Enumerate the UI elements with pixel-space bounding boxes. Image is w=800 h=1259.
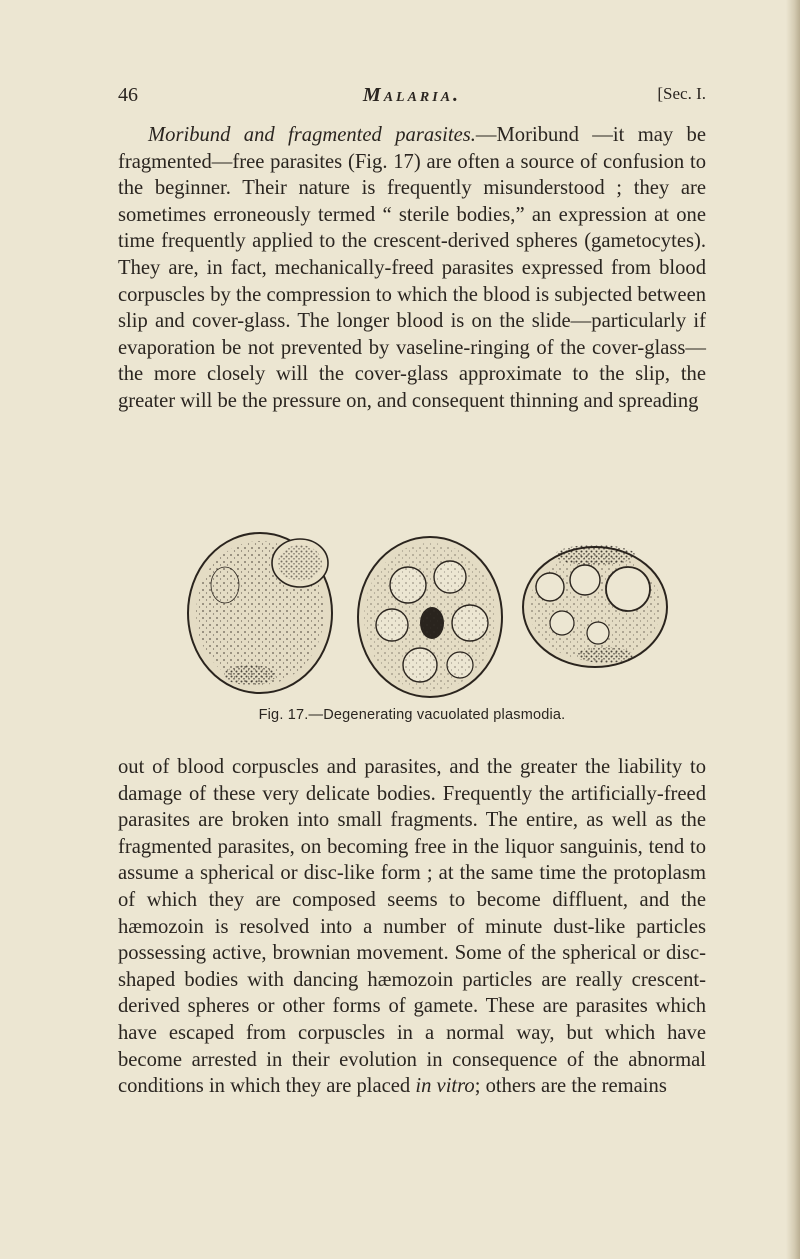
paragraph-lead-italic: Moribund and fragmented parasites. [148,124,476,146]
plasmodia-illustration [180,525,680,705]
page-number: 46 [118,84,138,106]
paragraph-italic-term: in vitro [415,1075,475,1098]
plasmodium-cell-1 [188,533,332,693]
running-head [118,84,706,114]
plasmodium-cell-2 [358,537,502,697]
paragraph-text: —Moribund —it may be fragmented—free parasites (Fig. 17) are often a source of confusion to the beginner. Their nature is frequently misunderstood ; they are sometimes erroneously termed “ sterile bodies,” an expression at one time frequently applied to the crescent-derived spheres (gametocytes). They are, in fact, mechanically-freed parasites expressed from blood corpuscles by the compression to which the blood is subjected between slip and cover-glass. The longer blood is on the slide—particularly if evaporation be not prevented by vaseline-ringing of the cover-glass—the more closely will the cover-glass approximate to the slip, the greater will be the pressure on, and consequent thinning and spreading [118,124,706,412]
page-edge-shadow [786,0,800,1259]
paragraph-continuation [118,754,706,1100]
figure-17 [180,525,680,735]
paragraph-text-main: out of blood corpuscles and parasites, and the greater the liability to damage of these very delicate bodies. Frequently the artificially-freed parasites are broken into small fragments. The entire, as well as the fragmented parasites, on becoming free in the liquor sanguinis, tend to assume a spherical or disc-like form ; at the same time the protoplasm of which they are composed seems to become diffluent, and the hæmozoin is resolved into a number of minute dust-like particles possessing active, brownian movement. Some of the spherical or disc-shaped bodies with dancing hæmozoin particles are really crescent-derived spheres or other forms of gamete. These are parasites which have escaped from corpuscles in a normal way, but which have become arrested in their evolution in consequence of the abnormal conditions in which they are placed [118,756,706,1098]
section-marker: [Sec. I. [657,84,706,103]
paragraph-text-tail: ; others are the remains [474,1075,667,1098]
figure-caption: Fig. 17.—Degenerating vacuolated plasmodia. [258,707,566,723]
plasmodium-cell-3 [523,545,667,667]
paragraph-moribund-parasites [118,122,706,415]
running-title: Malaria. [362,84,462,106]
